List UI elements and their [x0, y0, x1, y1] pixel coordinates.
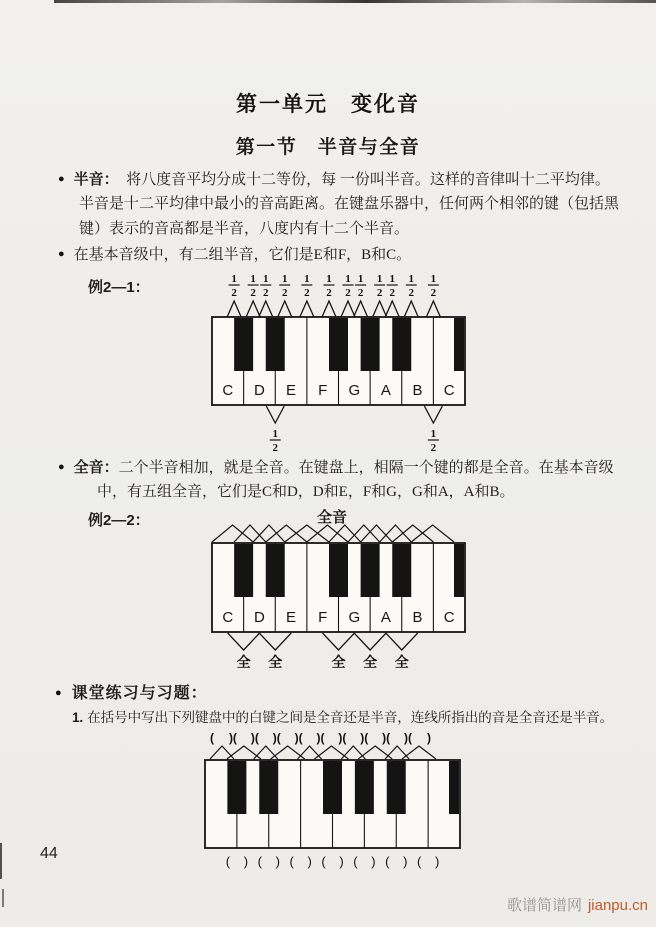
fraction-denominator: 2: [282, 287, 288, 299]
watermark-link: jianpu.cn: [587, 897, 648, 914]
answer-blank-bracket: ): [371, 854, 376, 869]
semitone-caret: [278, 301, 292, 317]
black-key-partial: [454, 318, 464, 371]
wholetone-mark-label: 全: [236, 654, 251, 670]
semitone-caret: [246, 301, 260, 317]
semitone-caret: [341, 301, 355, 317]
answer-blank-bracket: ): [339, 854, 344, 869]
white-key-label: B: [412, 609, 423, 626]
black-key: [329, 318, 348, 371]
white-key-label: G: [348, 609, 361, 626]
example-2-2-keyboard-diagram: [195, 505, 485, 680]
fraction-denominator: 2: [231, 287, 237, 299]
white-key-label: D: [254, 382, 265, 399]
fraction-denominator: 2: [345, 287, 351, 299]
black-key: [323, 761, 342, 814]
answer-blank-bracket: (: [225, 854, 231, 869]
black-key-partial: [449, 761, 459, 814]
answer-blank-bracket: (: [321, 854, 326, 869]
wholetone-text: 二个半音相加，就是全音。在键盘上，相隔一个键的都是全音。在基本音级: [118, 460, 614, 476]
semitone-paragraph-line-1: [58, 169, 610, 190]
fraction-numerator: 1: [376, 273, 383, 285]
white-key-label: C: [443, 609, 455, 626]
example-2-2-label: 例2—2：: [88, 512, 150, 529]
semitone-paragraph-line-3: 键）表示的音高都是半音，八度内有十二个半音。: [79, 221, 410, 237]
fraction-numerator: 1: [326, 273, 332, 285]
black-key: [234, 318, 253, 371]
fraction-denominator: 2: [272, 442, 278, 454]
black-key: [355, 761, 374, 814]
fraction-denominator: 2: [376, 287, 383, 299]
fraction-numerator: 1: [345, 273, 351, 285]
wholetone-triangle: [411, 525, 454, 542]
fraction-denominator: 2: [326, 287, 332, 299]
white-key-label: A: [380, 382, 391, 399]
page-number: 44: [40, 845, 58, 862]
semitone-caret: [373, 301, 387, 317]
white-key-label: A: [380, 609, 391, 626]
semitone-text: 将八度音平均分成十二等份，每 一份叫半音。这样的音律叫十二平均律。: [111, 172, 610, 188]
answer-blank-bracket: (: [289, 854, 294, 869]
answer-blank-bracket: (: [416, 854, 422, 869]
unit-title: 第一单元 变化音: [236, 93, 420, 116]
fraction-numerator: 1: [357, 273, 364, 285]
semitone-caret: [404, 301, 418, 317]
answer-blank-bracket: ): [275, 854, 280, 869]
wholetone-mark-label: 全: [331, 654, 346, 670]
fraction-denominator: 2: [250, 287, 256, 299]
black-key: [234, 544, 253, 597]
black-key: [387, 761, 406, 814]
answer-blank-bracket: (: [353, 854, 358, 869]
wholetone-mark-label: 全: [394, 654, 409, 670]
white-key-label: C: [222, 609, 234, 626]
white-key-label: C: [222, 382, 234, 399]
fraction-numerator: 1: [389, 273, 395, 285]
fraction-numerator: 1: [272, 428, 278, 440]
fraction-denominator: 2: [304, 287, 310, 299]
white-key-label: E: [286, 609, 297, 626]
answer-blank-bracket: ): [434, 854, 440, 869]
answer-blank-bracket: )(: [294, 731, 303, 745]
white-key-label: D: [254, 609, 265, 626]
white-key-label: F: [318, 609, 328, 626]
fraction-denominator: 2: [430, 287, 437, 299]
fraction-numerator: 1: [250, 273, 256, 285]
fraction-denominator: 2: [357, 287, 364, 299]
bullet-icon: ●: [55, 687, 63, 699]
black-key-partial: [454, 544, 464, 597]
exercise-keyboard-diagram: [195, 726, 485, 876]
semitone-caret: [259, 301, 273, 317]
fraction-numerator: 1: [408, 273, 414, 285]
scan-edge-mark: [0, 843, 2, 879]
answer-blank-bracket: )(: [316, 731, 325, 745]
bullet-icon: ●: [58, 461, 65, 473]
semitone-caret: [354, 301, 368, 317]
fraction-numerator: 1: [282, 273, 288, 285]
answer-blank-bracket: (: [385, 854, 390, 869]
answer-blank-bracket: )(: [404, 731, 413, 745]
fraction-numerator: 1: [231, 273, 237, 285]
fraction-denominator: 2: [389, 287, 395, 299]
answer-blank-bracket: (: [257, 854, 262, 869]
wholetone-vee: [228, 633, 260, 650]
white-key-label: G: [348, 382, 361, 399]
answer-blank-bracket: ): [427, 731, 431, 745]
black-key: [266, 544, 285, 597]
semitone-vee: [266, 406, 284, 423]
wholetone-mark-label: 全: [268, 654, 283, 670]
semitone-caret: [322, 301, 336, 317]
answer-blank-bracket: ): [403, 854, 408, 869]
wholetone-vee: [259, 633, 291, 650]
black-key: [259, 761, 278, 814]
example-2-1-keyboard-diagram: [195, 268, 485, 460]
answer-blank-bracket: (: [210, 731, 214, 745]
wholetone-vee: [354, 633, 386, 650]
semitone-groups-text: 在基本音级中，有二组半音，它们是E和F，B和C。: [73, 247, 412, 263]
wholetone-triangle: [285, 525, 329, 542]
exercise-item-text: 在括号中写出下列键盘中的白键之间是全音还是半音，连线所指出的音是全音还是半音。: [87, 710, 614, 725]
exercise-item-number: 1.: [72, 710, 84, 725]
black-key: [361, 544, 380, 597]
answer-blank-bracket: )(: [360, 731, 369, 745]
wholetone-vee: [323, 633, 355, 650]
wholetone-vee: [386, 633, 418, 650]
answer-blank-bracket: )(: [250, 731, 259, 745]
wholetone-diagram-title: 全音: [316, 509, 347, 526]
example-2-1-label: 例2—1：: [88, 279, 150, 296]
semitone-term: 半音：: [73, 171, 112, 188]
bullet-icon: ●: [58, 248, 65, 260]
answer-blank-bracket: ): [307, 854, 312, 869]
semitone-vee: [424, 406, 442, 423]
semitone-caret: [227, 301, 241, 317]
white-key-label: F: [318, 382, 328, 399]
exercise-heading-text: 课堂练习与习题：: [71, 685, 208, 702]
fraction-numerator: 1: [263, 273, 269, 285]
black-key: [361, 318, 380, 371]
fraction-numerator: 1: [430, 428, 437, 440]
fraction-denominator: 2: [263, 287, 269, 299]
wholetone-paragraph-line-2: 中，有五组全音，它们是C和D，D和E，F和G，G和A，A和B。: [97, 484, 515, 500]
exercise-heading: [55, 680, 208, 703]
watermark-site-name: 歌谱简谱网: [506, 897, 582, 914]
black-key: [227, 761, 246, 814]
exercise-item-1: [72, 706, 613, 726]
fraction-numerator: 1: [430, 273, 437, 285]
wholetone-paragraph-line-1: [58, 457, 614, 478]
answer-blank-bracket: ): [243, 854, 249, 869]
wholetone-mark-label: 全: [363, 654, 378, 670]
white-key-label: B: [412, 382, 423, 399]
semitone-caret: [300, 301, 314, 317]
fraction-numerator: 1: [304, 273, 310, 285]
fraction-denominator: 2: [430, 442, 437, 454]
answer-blank-bracket: )(: [228, 731, 237, 745]
black-key: [392, 544, 411, 597]
fraction-denominator: 2: [408, 287, 414, 299]
semitone-caret: [385, 301, 399, 317]
answer-blank-bracket: )(: [272, 731, 281, 745]
wholetone-term: 全音：: [73, 459, 119, 476]
black-key: [329, 544, 348, 597]
black-key: [392, 318, 411, 371]
section-title: 第一节 半音与全音: [235, 137, 421, 158]
semitone-paragraph-line-2: 半音是十二平均律中最小的音高距离。在键盘乐器中，任何两个相邻的键（包括黑: [79, 196, 620, 212]
white-key-label: C: [443, 382, 455, 399]
black-key: [266, 318, 285, 371]
scan-top-edge: [54, 0, 656, 3]
white-key-label: E: [286, 382, 297, 399]
semitone-caret: [426, 301, 440, 317]
answer-blank-bracket: )(: [382, 731, 391, 745]
semitone-groups-line: [58, 244, 411, 265]
watermark: [0, 894, 648, 915]
bullet-icon: ●: [58, 173, 65, 185]
answer-blank-bracket: )(: [338, 731, 347, 745]
